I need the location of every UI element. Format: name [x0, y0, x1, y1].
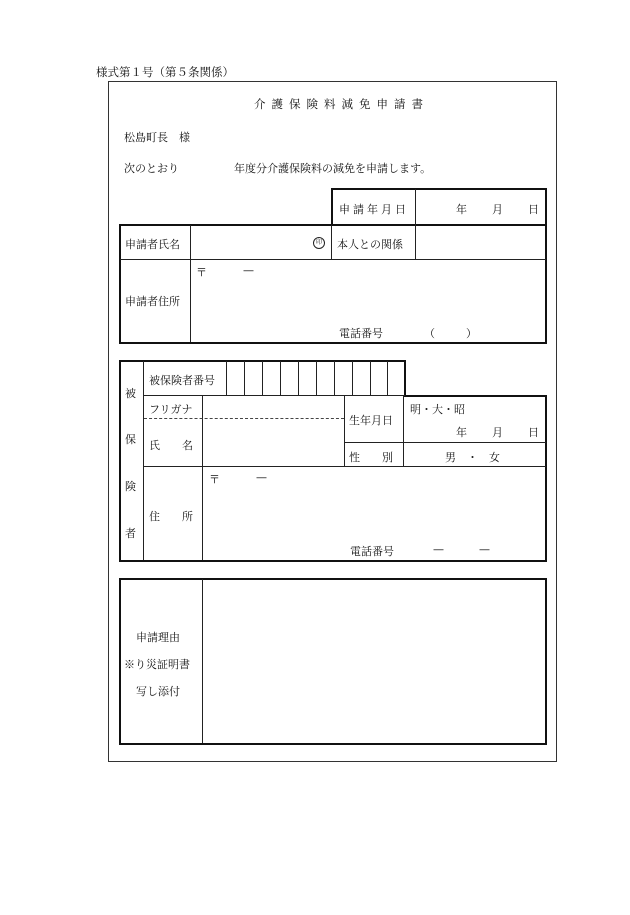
- birth-day: 日: [528, 426, 539, 439]
- insured-side-char-3: 険: [125, 480, 136, 493]
- application-date-field[interactable]: [418, 194, 544, 220]
- relation-label: 本人との関係: [337, 238, 403, 251]
- insured-number-field[interactable]: [228, 363, 385, 393]
- statement-suffix: 年度分介護保険料の減免を申請します。: [234, 162, 432, 175]
- addressee: 松島町長 様: [124, 131, 190, 144]
- application-date-day: 日: [528, 203, 539, 216]
- fiscal-year-field[interactable]: [187, 153, 229, 171]
- postal-mark: 〒: [196, 266, 207, 279]
- applicant-phone-paren-open: （: [424, 327, 435, 340]
- sex-options[interactable]: 男 ・ 女: [445, 451, 500, 464]
- insured-side-char-1: 被: [125, 387, 136, 400]
- reason-label-line1: 申請理由: [136, 631, 180, 644]
- reason-label-line2: ※り災証明書: [124, 658, 190, 671]
- application-date-label: 申請年月日: [339, 203, 409, 216]
- insured-side-char-4: 者: [125, 527, 136, 540]
- application-date-month: 月: [492, 203, 503, 216]
- insured-postal-dash: —: [256, 471, 267, 484]
- applicant-phone-field[interactable]: [436, 322, 466, 340]
- insured-address-field[interactable]: [205, 488, 543, 538]
- insured-phone-dash-1: —: [433, 543, 444, 556]
- birthdate-field[interactable]: [406, 398, 544, 440]
- insured-phone-label: 電話番号: [350, 545, 394, 558]
- birth-month: 月: [492, 426, 503, 439]
- insured-address-label: 住 所: [149, 510, 193, 523]
- applicant-name-field[interactable]: [193, 228, 325, 256]
- insured-postal-mark: 〒: [209, 473, 220, 486]
- insured-name-label: 氏 名: [149, 439, 193, 452]
- applicant-phone-paren-close: ）: [466, 327, 477, 340]
- insured-number-label: 被保険者番号: [149, 374, 215, 387]
- birthdate-label: 生年月日: [349, 414, 393, 427]
- sex-label: 性 別: [349, 451, 393, 464]
- insured-phone-dash-2: —: [479, 543, 490, 556]
- form-number: 様式第１号（第５条関係）: [96, 65, 234, 79]
- statement-prefix: 次のとおり: [124, 162, 179, 175]
- application-date-year: 年: [456, 203, 467, 216]
- birth-year: 年: [456, 426, 467, 439]
- seal-mark: 印: [313, 237, 325, 249]
- furigana-field[interactable]: [205, 398, 341, 416]
- reason-label-line3: 写し添付: [136, 685, 180, 698]
- applicant-address-label: 申請者住所: [125, 295, 180, 308]
- insured-name-field[interactable]: [205, 421, 341, 463]
- reason-text-field[interactable]: [206, 582, 542, 740]
- era-options: 明・大・昭: [410, 403, 465, 416]
- applicant-name-label: 申請者氏名: [125, 238, 180, 251]
- furigana-label: フリガナ: [149, 403, 193, 416]
- form-title: 介護保険料減免申請書: [254, 97, 429, 111]
- insured-side-char-2: 保: [125, 433, 136, 446]
- applicant-address-field[interactable]: [193, 280, 543, 320]
- postal-dash: —: [243, 264, 254, 277]
- applicant-phone-label: 電話番号: [339, 327, 383, 340]
- relation-field[interactable]: [418, 228, 544, 256]
